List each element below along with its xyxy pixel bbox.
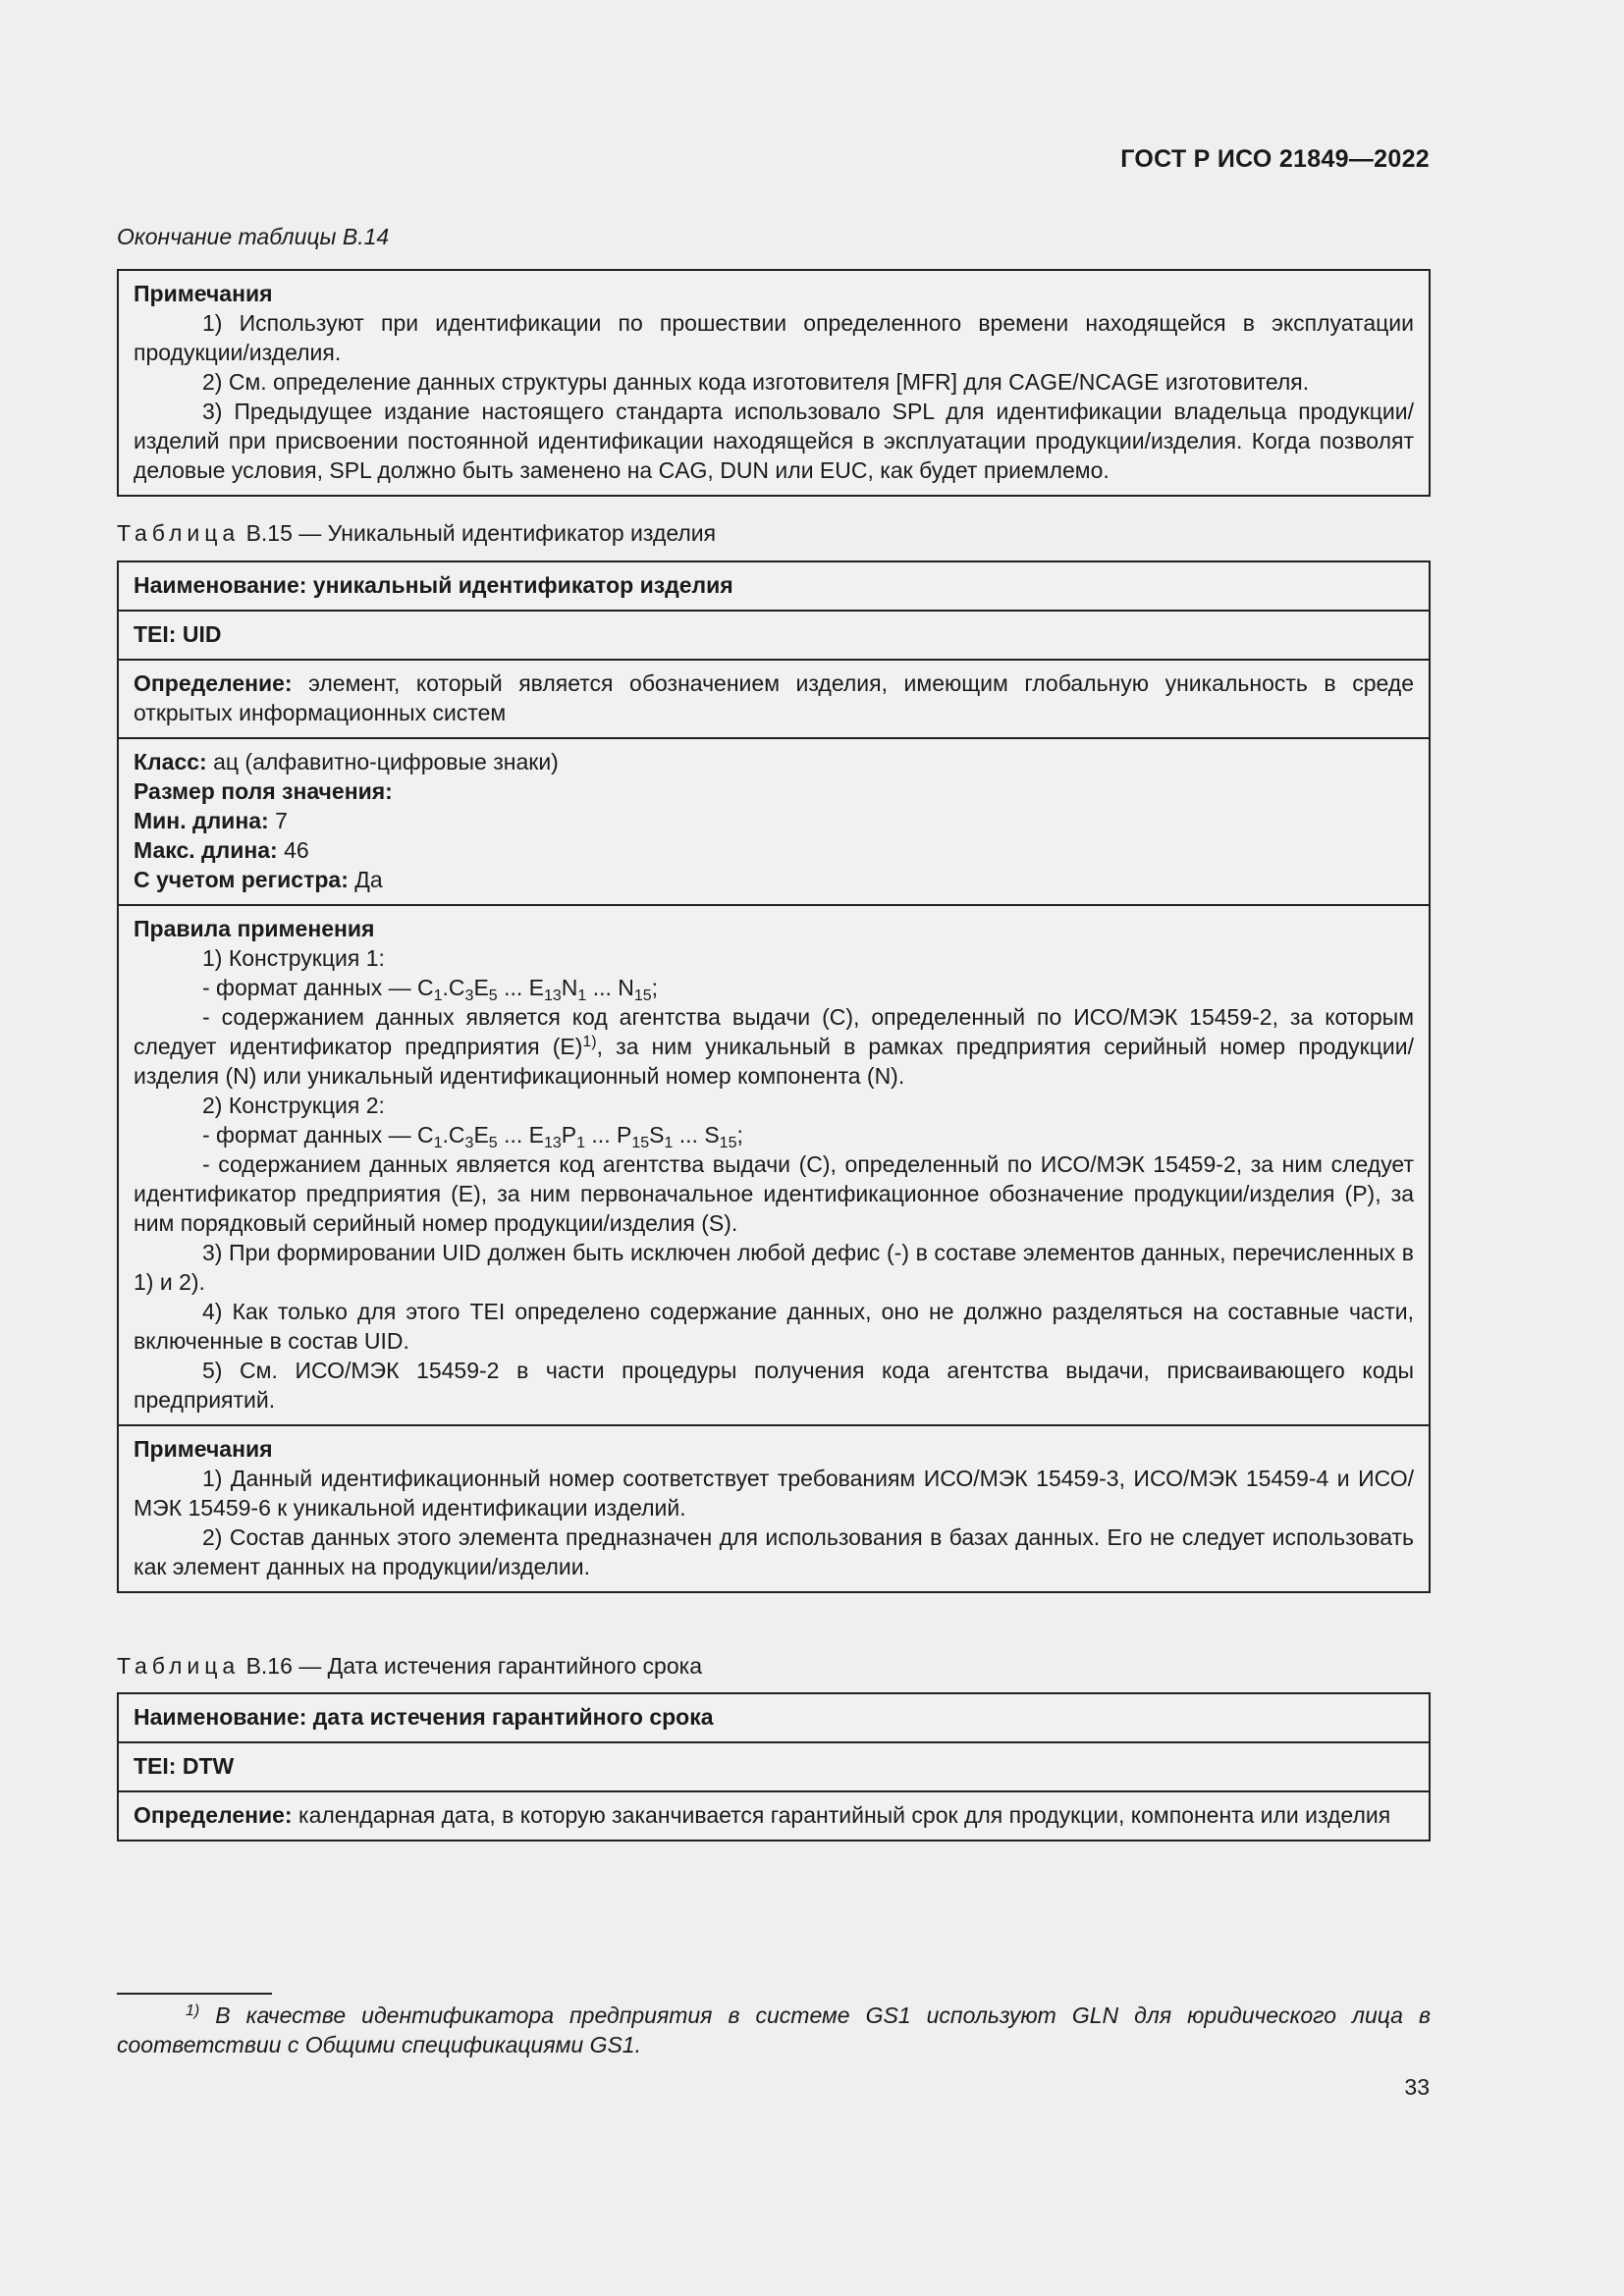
table-b15 [117, 561, 1431, 1593]
notes-title: Примечания [134, 1436, 273, 1462]
rule-item: 4) Как только для этого TEI определено содержание данных, оно не должно разделяться на составные части, включенные в состав UID. [134, 1299, 1414, 1354]
class-label: Класс: [134, 749, 207, 774]
caption-text: В.16 — Дата истечения гарантийного срока [245, 1653, 703, 1679]
class-value: ац (алфавитно-цифровые знаки) [213, 749, 559, 774]
table-b16 [117, 1692, 1431, 1842]
caption-word: Таблица [117, 520, 241, 546]
tei-cell: TEI: UID [119, 610, 1429, 659]
table-b15-caption [117, 520, 716, 547]
rule-item: 2) Конструкция 2: [202, 1093, 385, 1118]
max-length-label: Макс. длина: [134, 837, 278, 863]
note-item: 3) Предыдущее издание настоящего стандарта использовало SPL для идентификации владельца продукции/изделий при присвоении постоянной идентификации находящейся в эксплуатации продукции/изделия. Когда позволят деловые условия, SPL должно быть заменено на CAG, DUN или EUC, как будет приемлемо. [134, 399, 1414, 483]
footnote-separator [117, 1993, 272, 1995]
notes-cell [119, 271, 1429, 495]
note-item: 2) Состав данных этого элемента предназначен для использования в базах данных. Его не следует использовать как элемент данных на продукции/изделии. [134, 1524, 1414, 1579]
note-item: 1) Данный идентификационный номер соответствует требованиям ИСО/МЭК 15459-3, ИСО/МЭК 15459-4 и ИСО/МЭК 15459-6 к уникальной идентификации изделий. [134, 1466, 1414, 1521]
page-number: 33 [1404, 2074, 1430, 2100]
format-line: - формат данных — $C_1.C_3E_5$ ... $E_{13}N_1$ ... $N_{15}$; [202, 975, 659, 1004]
format-line: - формат данных — $C_1.C_3E_5$ ... $E_{13}P_1$ ... $P_{15}S_1$ ... $S_{15}$; [202, 1122, 743, 1151]
standard-identifier: ГОСТ Р ИСО 21849—2022 [1120, 145, 1430, 173]
rules-cell [119, 904, 1429, 1424]
case-sensitive-label: С учетом регистра: [134, 867, 349, 892]
notes-title: Примечания [134, 281, 273, 306]
table-b16-caption [117, 1653, 702, 1680]
case-sensitive-value: Да [354, 867, 383, 892]
name-cell: Наименование: уникальный идентификатор изделия [134, 572, 733, 598]
class-cell [119, 737, 1429, 904]
definition-cell [119, 659, 1429, 737]
definition-text: календарная дата, в которую заканчивается гарантийный срок для продукции, компонента или изделия [298, 1802, 1391, 1828]
rule-item: 3) При формировании UID должен быть исключен любой дефис (-) в составе элементов данных, перечисленных в 1) и 2). [134, 1240, 1414, 1295]
caption-text: В.15 — Уникальный идентификатор изделия [245, 520, 717, 546]
name-cell: Наименование: дата истечения гарантийного срока [134, 1704, 714, 1730]
definition-text: элемент, который является обозначением изделия, имеющим глобальную уникальность в среде открытых информационных систем [134, 670, 1414, 725]
rule-item: - содержанием данных является код агентства выдачи (C), определенный по ИСО/МЭК 15459-2, за которым следует идентификатор предприятия $(E)^{1)}$, за ним уникальный в рамках предприятия серийный номер продукции/изделия (N) или уникальный идентификационный номер компонента (N). [134, 1004, 1414, 1089]
rule-item: - содержанием данных является код агентства выдачи (C), определенный по ИСО/МЭК 15459-2, за ним следует идентификатор предприятия (E), за ним первоначальное идентификационное обозначение продукции/изделия (P), за ним порядковый серийный номер продукции/изделия (S). [134, 1151, 1414, 1236]
definition-label: Определение: [134, 1802, 293, 1828]
footnote-text: В качестве идентификатора предприятия в системе GS1 используют GLN для юридического лица в соответствии с Общими спецификациями GS1. [117, 2002, 1432, 2057]
note-item: 1) Используют при идентификации по прошествии определенного времени находящейся в эксплуатации продукции/изделия. [134, 310, 1414, 365]
definition-label: Определение: [134, 670, 293, 696]
max-length-value: 46 [284, 837, 309, 863]
rules-title: Правила применения [134, 916, 375, 941]
footnote [117, 2001, 1431, 2059]
table-b14-notes [117, 269, 1431, 497]
min-length-value: 7 [275, 808, 288, 833]
notes-cell [119, 1424, 1429, 1591]
field-size-label: Размер поля значения: [134, 778, 393, 804]
table-continuation-caption: Окончание таблицы В.14 [117, 224, 390, 249]
definition-cell [119, 1790, 1429, 1840]
rule-item: 5) См. ИСО/МЭК 15459-2 в части процедуры получения кода агентства выдачи, присваивающего коды предприятий. [134, 1358, 1414, 1413]
caption-word: Таблица [117, 1653, 241, 1679]
note-item: 2) См. определение данных структуры данных кода изготовителя [MFR] для CAGE/NCAGE изготовителя. [202, 369, 1310, 395]
tei-cell: TEI: DTW [119, 1741, 1429, 1790]
min-length-label: Мин. длина: [134, 808, 269, 833]
footnote-ref: 1) [582, 1034, 597, 1050]
footnote-mark: 1) [186, 2002, 200, 2019]
rule-item: 1) Конструкция 1: [202, 945, 385, 971]
